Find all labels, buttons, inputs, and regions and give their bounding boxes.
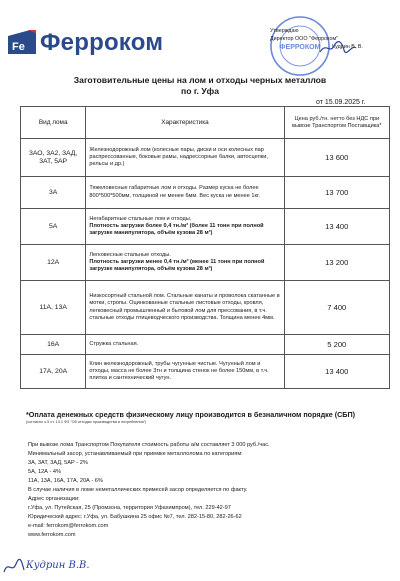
- payment-subnote: (согласно ч.5 ст. 13.1 ФЗ "Об отходах производства и потребления"): [26, 420, 147, 424]
- stamp-text: ФЕРРОКОМ: [279, 44, 321, 51]
- document-date: от 15.09.2025 г.: [316, 99, 366, 106]
- row-grade: 3АО, 3А2, 3АД, 3АТ, 5АР: [21, 139, 86, 177]
- website-link[interactable]: www.ferrokom.com: [28, 532, 76, 538]
- header-grade: Вид лома: [21, 107, 86, 139]
- row-density-note: Плотность загрузки более 0,4 тн./м³ (более 11 тонн при полной загрузке манипулятора, объём кузова 28 м³): [89, 222, 264, 237]
- table-row: [21, 281, 390, 335]
- header-price: Цена руб./тн. нетто без НДС при вывозе Транспортом Поставщика*: [284, 107, 389, 139]
- brand-name: Ферроком: [40, 29, 164, 56]
- table-row: [21, 177, 390, 209]
- row-price: 7 400: [284, 281, 389, 335]
- document-title: [40, 75, 360, 97]
- row-description: Стружка стальная.: [86, 335, 284, 355]
- table-row: [21, 245, 390, 281]
- table-row: [21, 139, 390, 177]
- info-line: Адрес организации:: [28, 496, 80, 502]
- info-line: При вывозе лома Транспортом Покупателя стоимость работы а/м составляет 3 000 руб./час.: [28, 442, 270, 448]
- row-description-text: Легковесные стальные отходы.: [89, 251, 171, 258]
- row-price: 13 600: [284, 139, 389, 177]
- logo-text: Fe: [12, 41, 25, 53]
- row-grade: 11А, 13А: [21, 281, 86, 335]
- handwritten-signature: [2, 558, 122, 578]
- approve-line: Кудрин В. В.: [332, 44, 363, 50]
- signature-text: Кудрин В.В.: [26, 560, 90, 571]
- info-block: [28, 441, 388, 540]
- info-line: 5А, 12А - 4%: [28, 469, 61, 475]
- title-line: Заготовительные цены на лом и отходы черных металлов: [73, 75, 327, 85]
- payment-note: *Оплата денежных средств физическому лицу производится в безналичном порядке (СБП): [26, 410, 356, 419]
- info-line: В случае наличия в ломе неметаллических примесей засор определяется по факту.: [28, 487, 248, 493]
- price-table: [20, 106, 390, 389]
- row-description: Клин железнодорожный, трубы чугунные чистые. Чугунный лом и отходы, масса не более 3тн и толщина стенок не более 150мм, в т.ч. плитка и сантехнический чугун.: [86, 355, 284, 389]
- table-row: [21, 209, 390, 245]
- ferrokom-logo-icon: [8, 30, 36, 54]
- info-line: г.Уфа, ул. Путейская, 25 (Промзона, территория Уфахимпром), тел. 229-42-97: [28, 505, 231, 511]
- row-density-note: Плотность загрузки менее 0,4 тн./м³ (менее 11 тонн при полной загрузке манипулятора, объём кузова 28 м³): [89, 258, 265, 273]
- info-line: 3А, 3АТ, 3АД, 5АР - 2%: [28, 460, 88, 466]
- row-grade: 16А: [21, 335, 86, 355]
- row-grade: 5А: [21, 209, 86, 245]
- row-description: [86, 209, 284, 245]
- title-line: по г. Уфа: [181, 86, 219, 96]
- header-description: Характеристика: [86, 107, 284, 139]
- row-description-text: Негабаритные стальные лом и отходы.: [89, 215, 192, 222]
- row-description: [86, 245, 284, 281]
- row-price: 13 200: [284, 245, 389, 281]
- row-description: Низкосортный стальной лом. Стальные канаты и проволока скатанные в мотки, стропы. Оцинкованные стальные листовые отходы, кровля, легковесный промышленный и бытовой лом для прессования, в т.ч. стальные отходы птицеводческого производства. Толщина менее 4мм.: [86, 281, 284, 335]
- info-line: Юридический адрес: г.Уфа, ул. Бабушкина 25 офис №7, тел. 282-15-80, 282-26-62: [28, 514, 242, 520]
- row-description: Железнодорожный лом (колесные пары, диски и оси колесных пар распрессованные, боковые рамы, надрессорные балки, автосцепки, рельсы и др.): [86, 139, 284, 177]
- row-grade: 3А: [21, 177, 86, 209]
- row-grade: 17А, 20А: [21, 355, 86, 389]
- approve-line: Директор ООО "Ферроком": [270, 36, 339, 42]
- info-line: 11А, 13А, 16А, 17А, 20А - 6%: [28, 478, 103, 484]
- signature-scribble-icon: [2, 558, 26, 576]
- row-price: 5 200: [284, 335, 389, 355]
- table-row: [21, 335, 390, 355]
- row-description: Тяжеловесные габаритные лом и отходы. Размер куска не более 800*500*500мм, толщиной не менее 6мм. Вес куска не менее 1кг.: [86, 177, 284, 209]
- director-signature-icon: [318, 40, 358, 56]
- email-link[interactable]: e-mail: ferrokom@ferrokom.com: [28, 523, 109, 529]
- row-price: 13 400: [284, 355, 389, 389]
- row-price: 13 700: [284, 177, 389, 209]
- row-price: 13 400: [284, 209, 389, 245]
- info-line: Минимальный засор, устанавливаемый при приемке металлолома по категориям:: [28, 451, 243, 457]
- row-grade: 12А: [21, 245, 86, 281]
- table-header-row: [21, 107, 390, 139]
- table-row: [21, 355, 390, 389]
- approve-line: Утверждаю: [270, 28, 299, 34]
